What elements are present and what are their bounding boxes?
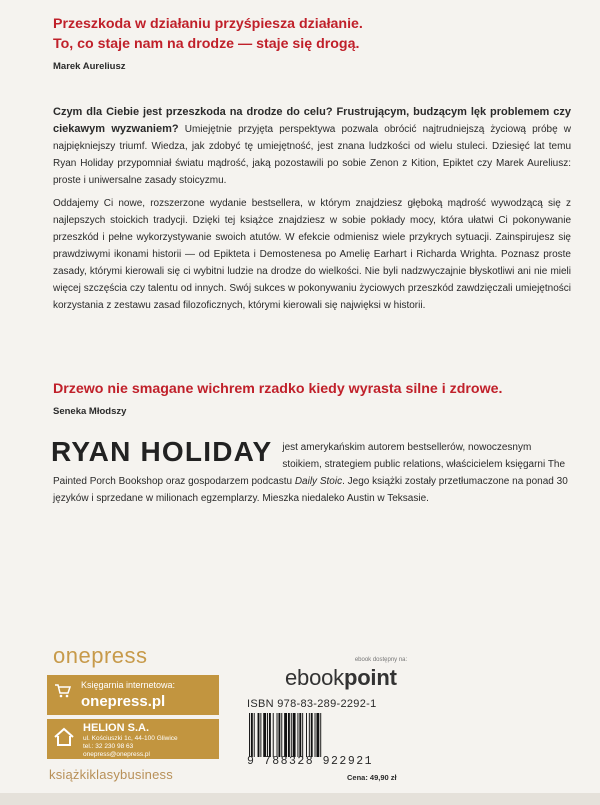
company-name: HELION S.A. [83, 722, 150, 734]
barcode-bar [299, 713, 301, 757]
description-paragraph-2: Oddajemy Ci nowe, rozszerzone wydanie bestsellera, w którym znajdziesz głęboką mądrość wywodzącą się z najlepszych stoickich tradycji. Dzięki tej książce znajdziesz w sobie pokłady mocy, która ułatwi Ci pokonywanie przeszkód i pełne wykorzystywanie swoich atutów. W efekcie odmienisz wiele przykrych sytuacji. Zainspirujesz się prawdziwymi ikonami historii — od Epikteta i Demostenesa po Amelię Earhart i Richarda Wrighta. Poznasz proste zasady, którymi kierowali się ci wybitni ludzie na drodze do wielkości. Nie byli nadzwyczajnie błyskotliwi ani nie mieli więcej szczęścia czy talentu od innych. Swój sukces w pokonywaniu życiowych przeszkód zawdzięczali umiejętności korzystania z zestawu zasad filozoficznych, którymi kierowali się najwięksi w historii. [53, 198, 571, 311]
barcode-bar [277, 713, 278, 757]
ebookpoint-caption: ebook dostępny na: [354, 657, 408, 663]
bio-podcast: Daily Stoic [294, 476, 343, 487]
barcode-bar [306, 713, 307, 757]
barcode-bar [278, 713, 280, 757]
barcode-bar [269, 713, 271, 757]
barcode-bar [315, 713, 316, 757]
barcode-bar [260, 713, 261, 757]
description-lead: Czym dla Ciebie jest przeszkoda na drodze do celu? Frustrującym, budzącym lęk problemem czy ciekawym wyzwaniem? [53, 106, 571, 135]
barcode-bar [291, 713, 292, 757]
barcode-bar [273, 713, 274, 757]
barcode [247, 713, 377, 759]
cart-icon [55, 684, 71, 698]
barcode-bar [288, 713, 290, 757]
publisher-tagline: książkiklasybusiness [49, 767, 173, 782]
barcode-bar [284, 713, 287, 757]
barcode-bar [249, 713, 250, 757]
barcode-bar [258, 713, 260, 757]
onepress-logo: onepress [53, 643, 148, 668]
barcode-bar [251, 713, 253, 757]
ebookpoint-logo-a: ebook [285, 665, 344, 690]
top-quote [53, 14, 573, 72]
barcode-bar [316, 713, 319, 757]
barcode-bar [302, 713, 303, 757]
ebookpoint-logo [285, 665, 397, 691]
isbn-label: ISBN 978-83-289-2292-1 [247, 698, 377, 710]
second-quote-author: Seneka Młodszy [53, 406, 127, 417]
barcode-bar [254, 713, 255, 757]
bio-text-b: . Jego książki zostały przetłumaczone na ponad 30 języków i sprzedane w milionach egzemplarzy. Mieszka niedaleko Austin w Teksasie. [53, 476, 568, 504]
company-address: ul. Kościuszki 1c, 44-100 Gliwice [83, 735, 178, 742]
barcode-bar [263, 713, 266, 757]
company-email: onepress@onepress.pl [83, 751, 150, 758]
top-quote-line-2: To, co staje nam na drodze — staje się drogą. [53, 36, 360, 52]
bio-text-a: jest amerykańskim autorem bestsellerów, nowoczesnym stoikiem, strategiem public relations, właścicielem księgarni The Painted Porch Bookshop oraz gospodarzem podcastu [53, 442, 566, 487]
company-phone: tel.: 32 230 98 63 [83, 743, 134, 750]
barcode-bar [309, 713, 310, 757]
barcode-bar [293, 713, 296, 757]
top-quote-line-1: Przeszkoda w działaniu przyśpiesza działanie. [53, 16, 363, 32]
barcode-digits: 9 788328 922921 [247, 755, 374, 768]
author-bio [51, 436, 573, 507]
publisher-address-box [47, 719, 219, 759]
barcode-bar [297, 713, 298, 757]
top-quote-author: Marek Aureliusz [53, 61, 126, 72]
second-quote [53, 379, 583, 417]
description [53, 104, 571, 320]
barcode-bar [267, 713, 268, 757]
description-p1-rest: Umiejętnie przyjęta perspektywa pozwala obrócić najtrudniejszą życiową próbę w najpiękniejszy triumf. Wiedza, jak zdobyć tę umiejętność, jest znana ludzkości od wielu stuleci. Dziesięć lat temu Ryan Holiday przypomniał światu mądrość, jaką pozostawili po sobie Zenon z Kition, Epiktet czy Marek Aureliusz: proste i uniwersalne zasady stoicyzmu. [53, 124, 572, 186]
ebookpoint-logo-b: point [343, 665, 397, 690]
barcode-bar [320, 713, 321, 757]
barcode-bar [281, 713, 282, 757]
shop-url: onepress.pl [81, 693, 166, 710]
online-shop-box [47, 675, 219, 715]
bottom-band [0, 793, 600, 805]
barcode-bar [311, 713, 313, 757]
price: Cena: 49,90 zł [347, 773, 397, 782]
description-paragraph-1 [53, 104, 571, 189]
shop-label: Księgarnia internetowa: [81, 680, 176, 690]
second-quote-text: Drzewo nie smagane wichrem rzadko kiedy wyrasta silne i zdrowe. [53, 381, 503, 397]
author-name: RYAN HOLIDAY [51, 436, 273, 467]
house-icon [53, 727, 75, 747]
